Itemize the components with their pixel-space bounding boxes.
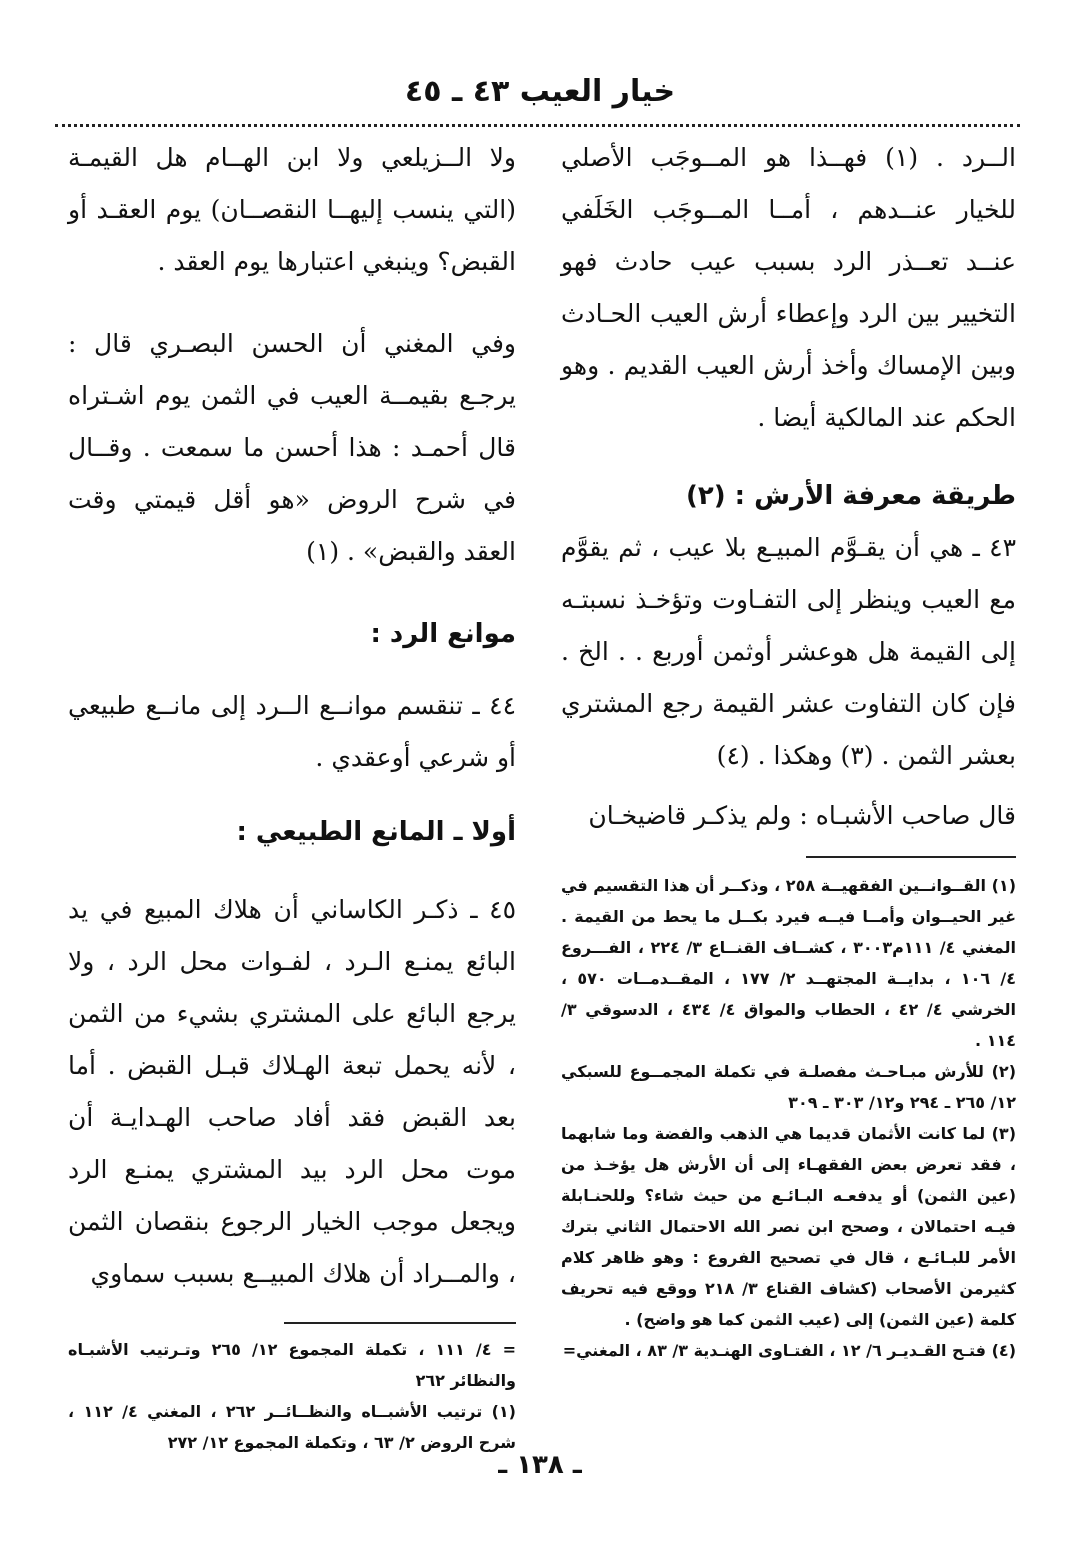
- left-paragraph-2: وفي المغني أن الحسن البصـري قال : يرجـع بقيمــة العيب في الثمن يوم اشـتراه قال أحمـد : هذا أحسن ما سمعت . وقــال في شرح الروض «هو أقل قيمتي وقت العقد والقبض» . (١): [68, 329, 516, 566]
- right-footnote-2: (٢) للأرش مبـاحـث مفصلـة في تكملة المجمــوع للسبكي ١٢/ ٢٦٥ ـ ٢٩٤ و١٢/ ٣٠٣ ـ ٣٠٩: [561, 1062, 1016, 1112]
- left-column: [68, 132, 516, 1458]
- right-footnote-1: (١) القــوانــين الفقهيــة ٢٥٨ ، وذكــر أن هذا التقسيم في غير الحيــوان وأمــا فيــه فيرد بكــل ما يحط من القيمة . المغني ٤/ ١١١م٣٠٠٣ ، كشــاف القنــاع ٣/ ٢٢٤ ، الفـــروع ٤/ ١٠٦ ، بدايــة المجتهــد ٢/ ١٧٧ ، المقــدمــات ٥٧٠ ، الخرشي ٤/ ٤٢ ، الحطاب والمواق ٤/ ٤٣٤ ، الدسوقي ٣/ ١١٤ .: [561, 876, 1017, 1050]
- left-paragraph-45: ٤٥ ـ ذكـر الكاساني أن هلاك المبيع في يد البائع يمنـع الـرد ، لفـوات محل الرد ، ولا يرجع البائع على المشتري بشيء من الثمن ، لأنه يحمل تبعة الهـلاك قبـل القبض . أما بعد القبض فقد أفاد صاحب الهـدايـة أن موت محل الرد بيد المشتري يمنـع الرد ويجعل موجب الخيار الرجوع بنقصان الثمن ، والمــراد أن هلاك المبيــع بسبب سماوي: [68, 895, 516, 1288]
- page-number: ـ ١٣٨ ـ: [498, 1450, 582, 1480]
- right-footnote-3: (٣) لما كانت الأثمان قديما هي الذهب والفضة وما شابهما ، فقد تعرض بعض الفقهـاء إلى أن الأرش هل يؤخـذ من (عين الثمن) أو يدفعـه البـائـع من حيث شاء؟ وللحنـابلة فيـه احتمالان ، وصحح ابن نصر الله الاحتمال الثاني بترك الأمر للبـائـع ، قال في تصحيح الفروع : وهو ظاهر كلام كثيرمن الأصحاب (كشاف القناع ٣/ ٢١٨ ووقع فيه تحريف كلمة (عين الثمن) إلى (عيب الثمن كما هو واضح) .: [561, 1124, 1016, 1329]
- left-heading-natural: أولا ـ المانع الطبيعي :: [236, 817, 516, 847]
- right-paragraph-1: الــرد . (١) فهــذا هو المــوجَب الأصلي للخيار عنــدهم ، أمــا المــوجَب الخَلَفي عنــد تعــذر الرد بسبب عيب حادث فهو التخيير بين الرد وإعطاء أرش العيب الحـادث وبين الإمساك وأخذ أرش العيب القديم . وهو الحكم عند المالكية أيضا .: [561, 143, 1016, 432]
- right-column: [561, 132, 1016, 1366]
- right-heading-arsh: طريقة معرفة الأرش : (٢): [685, 481, 1016, 511]
- right-paragraph-43: ٤٣ ـ هي أن يقـوَّم المبيـع بلا عيب ، ثم يقوَّم مع العيب وينظر إلى التفـاوت وتؤخـذ نسبتـه إلى القيمة هل هوعشر أوثمن أوربع . . الخ . فإن كان التفاوت عشر القيمة رجع المشتري بعشر الثمن . (٣) وهكذا . (٤): [561, 533, 1016, 770]
- left-paragraph-44: ٤٤ ـ تنقسم موانــع الــرد إلى مانــع طبيعي أو شرعي أوعقدي .: [68, 691, 516, 772]
- page-header-title: خيار العيب ٤٣ ـ ٤٥: [404, 74, 676, 109]
- left-footnote-continued: = ٤/ ١١١ ، تكملة المجموع ١٢/ ٢٦٥ وتـرتيب الأشبـاه والنظائر ٢٦٢: [68, 1340, 517, 1390]
- header-dotted-rule: [55, 124, 1020, 127]
- left-paragraph-1: ولا الــزيلعي ولا ابن الهــام هل القيمـة (التي ينسب إليهــا النقصــان) يوم العقـد أو القبض؟ وينبغي اعتبارها يوم العقد .: [68, 143, 516, 276]
- right-footnote-4: (٤) فتـح القـديـر ٦/ ١٢ ، الفتـاوى الهنـدية ٣/ ٨٣ ، المغني=: [562, 1341, 1016, 1360]
- right-paragraph-3: قال صاحب الأشبـاه : ولم يذكـر قاضيخـان: [588, 801, 1016, 830]
- left-heading-mawani: موانع الرد :: [370, 619, 516, 649]
- left-footnote-1: (١) ترتيب الأشبــاه والنظــائــر ٢٦٢ ، المغني ٤/ ١١٢ ، شرح الروض ٢/ ٦٣ ، وتكملة المجموع ١٢/ ٢٧٢: [68, 1402, 516, 1452]
